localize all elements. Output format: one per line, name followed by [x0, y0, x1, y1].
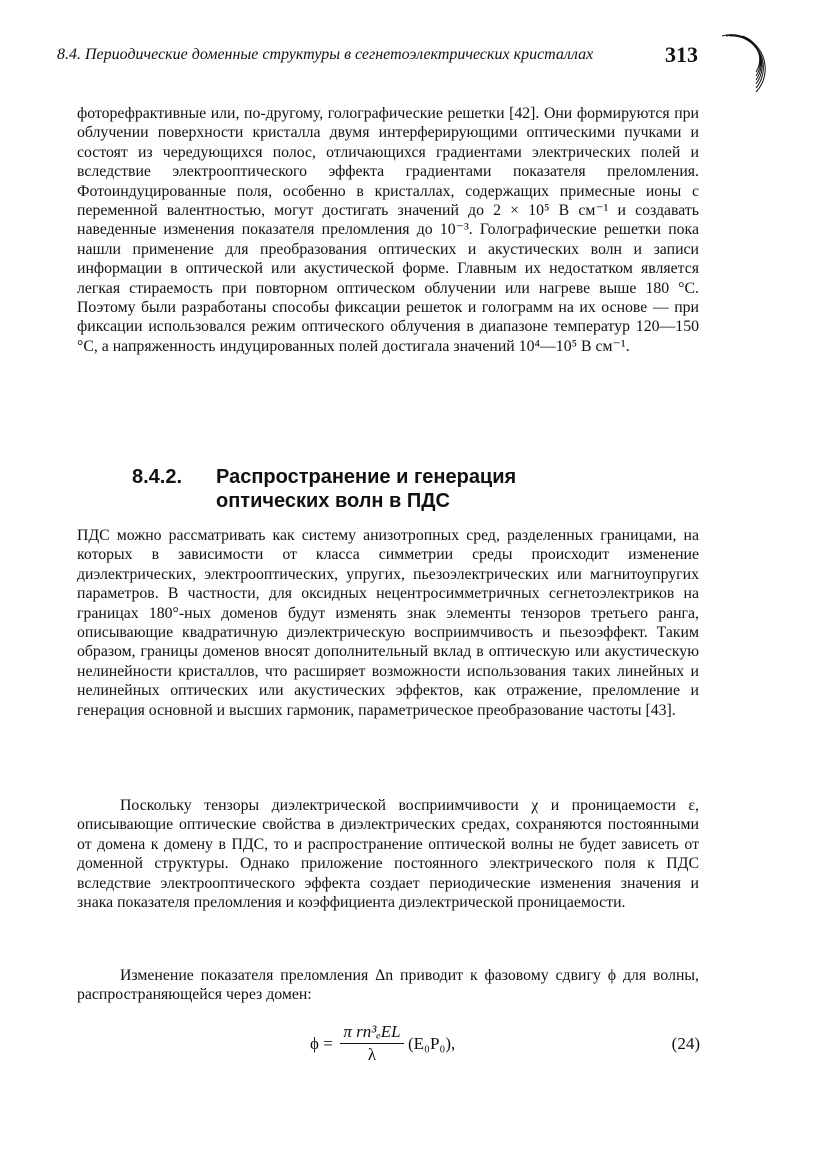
section-heading [132, 465, 516, 513]
section-number: 8.4.2. [132, 466, 183, 488]
equation-numerator: π rn³ₑEL [340, 1022, 404, 1044]
page-header [57, 40, 727, 74]
section-title-line2: оптических волн в ПДС [216, 490, 450, 512]
paragraph-phase-shift: Изменение показателя преломления Δn приводит к фазовому сдвигу ϕ для волны, распространяющейся через домен: [77, 967, 699, 1004]
paragraph-pds-media: ПДС можно рассматривать как систему анизотропных сред, разделенных границами, на которых в зависимости от класса симметрии среды происходит изменение диэлектрических, электрооптических, упругих, пьезоэлектрических или магнитоупругих параметров. В частности, для оксидных нецентросимметричных сегнетоэлектриков на границах 180°-ных доменов будут изменять знак элементы тензоров третьего ранга, описывающие квадратичную диэлектрическую восприимчивость и пьезоэффект. Таким образом, границы доменов вносят дополнительный вклад в оптическую или акустическую нелинейности кристаллов, что расширяет возможности использования таких линейных и нелинейных оптических или акустических эффектов, как отражение, преломление и генерация основной и высших гармоник, параметрическое преобразование частоты [43]. [77, 527, 699, 719]
equation-rest: (E₀P₀), [408, 1034, 456, 1053]
equation-denominator: λ [367, 1045, 377, 1064]
equation-lhs: ϕ = [310, 1034, 333, 1053]
equation-fraction [340, 1022, 404, 1065]
equation-24 [310, 1022, 700, 1072]
page-number: 313 [665, 42, 698, 67]
paragraph-tensors: Поскольку тензоры диэлектрической восприимчивости χ и проницаемости ε, описывающие оптические свойства в диэлектрических средах, сохраняются постоянными от домена к домену в ПДС, то и распространение оптической волны не будет зависеть от доменной структуры. Однако приложение постоянного электрического поля к ПДС вследствие электрооптического эффекта создает периодические изменения значения и знака показателя преломления и коэффициента диэлектрической проницаемости. [77, 797, 699, 912]
equation-number: (24) [671, 1034, 700, 1053]
running-title: 8.4. Периодические доменные структуры в сегнетоэлектрических кристаллах [57, 46, 594, 63]
page-corner-ornament [712, 26, 788, 96]
section-title-line1: Распространение и генерация [216, 466, 517, 488]
paragraph-holographic-gratings: фоторефрактивные или, по-другому, голографические решетки [42]. Они формируются при облучении поверхности кристалла двумя интерферирующими оптическими пучками и состоят из чередующихся полос, отличающихся градиентами электрических полей и вследствие электрооптического эффекта градиентами показателя преломления. Фотоиндуцированные поля, особенно в кристаллах, содержащих примесные ионы с переменной валентностью, могут достигать значений до 2 × 10⁵ В см⁻¹ и создавать наведенные изменения показателя преломления до 10⁻³. Голографические решетки пока нашли применение для преобразования оптических и акустических волн и записи информации в оптической или акустической форме. Главным их недостатком является легкая стираемость при повторном оптическом облучении или нагреве выше 180 °С. Поэтому были разработаны способы фиксации решеток и голограмм на их основе — при фиксации использовался режим оптического облучения в диапазоне температур 120—150 °С, а напряженность индуцированных полей достигала значений 10⁴—10⁵ В см⁻¹. [77, 105, 699, 355]
